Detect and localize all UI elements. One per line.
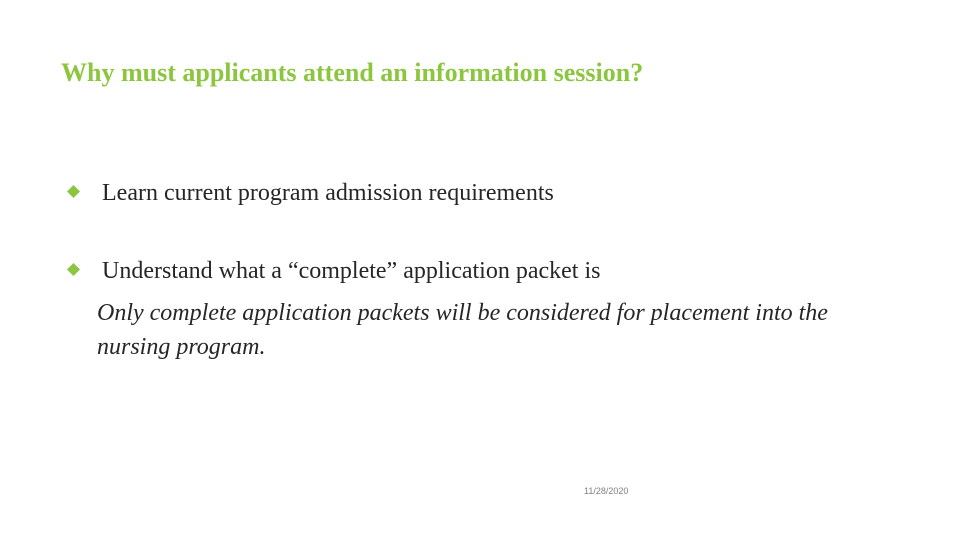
bullet-text: Understand what a “complete” application packet is	[102, 258, 601, 284]
bullet-item	[64, 174, 924, 214]
footer-date: 11/28/2020	[584, 486, 629, 496]
bullet-item	[64, 252, 924, 292]
note-text: Only complete application packets will be considered for placement into the nursing program.	[97, 300, 828, 360]
bullet-text: Learn current program admission requirements	[102, 180, 554, 206]
slide-title: Why must applicants attend an information session?	[61, 58, 644, 87]
diamond-bullet-icon	[67, 263, 80, 276]
diamond-bullet-icon	[67, 185, 80, 198]
